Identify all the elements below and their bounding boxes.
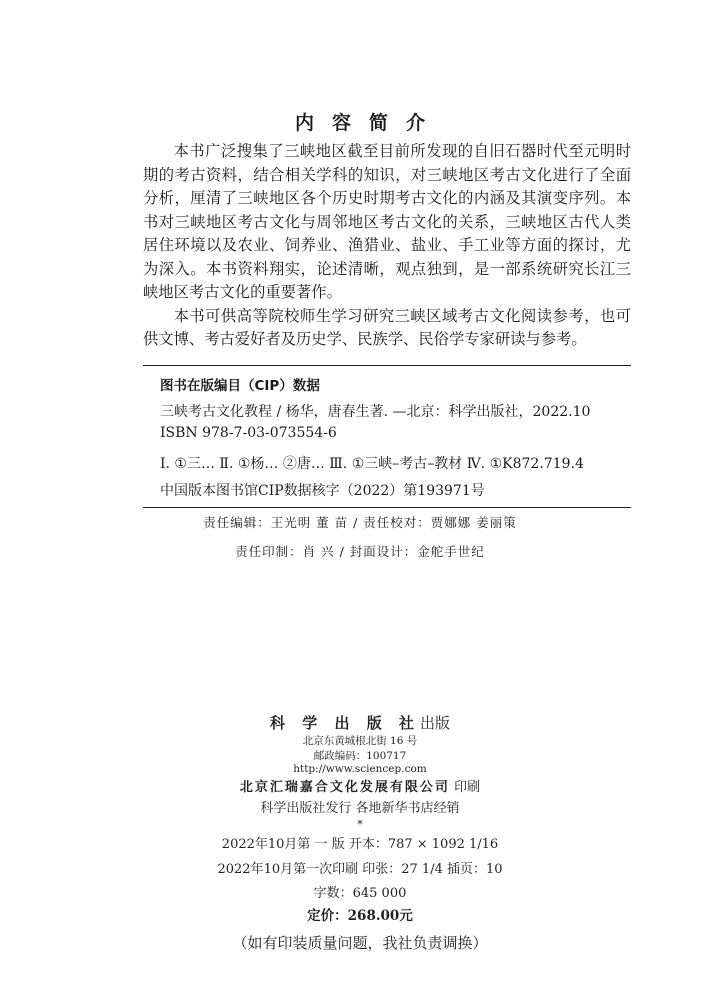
edition-line: 2022年10月第 一 版 开本：787 × 1092 1/16 — [221, 837, 499, 852]
publisher-url: http://www.sciencep.com — [293, 763, 427, 775]
cip-title-line: 三峡考古文化教程 / 杨华，唐春生著. —北京：科学出版社，2022.10 — [160, 404, 591, 420]
cip-classification: Ⅰ. ①三… Ⅱ. ①杨… ②唐… Ⅲ. ①三峡–考古–教材 Ⅳ. ①K872.719.4 — [160, 456, 584, 472]
publisher-postcode: 邮政编码：100717 — [313, 750, 407, 762]
separator-star: * — [357, 818, 363, 831]
cip-heading: 图书在版编目（CIP）数据 — [160, 378, 320, 394]
distribution-line: 科学出版社发行 各地新华书店经销 — [260, 801, 460, 816]
printer-name: 北京汇瑞嘉合文化发展有限公司 — [239, 780, 450, 795]
cip-isbn: ISBN 978-7-03-073554-6 — [160, 425, 337, 441]
production-credits: 责任印制：肖 兴 / 封面设计：金舵手世纪 — [235, 544, 485, 559]
publisher-name: 科 学 出 版 社 — [270, 714, 420, 732]
price: 定价：268.00元 — [307, 908, 413, 924]
printer-suffix: 印刷 — [454, 780, 481, 795]
cip-record-number: 中国版本图书馆CIP数据核字（2022）第193971号 — [160, 483, 485, 499]
cip-top-rule — [143, 365, 631, 366]
summary-paragraph-1: 本书广泛搜集了三峡地区截至目前所发现的自旧石器时代至元明时期的考古资料，结合相关学科的知识，对三峡地区考古文化进行了全面分析，厘清了三峡地区各个历史时期考古文化的内涵及其演变序列。本书对三峡地区考古文化与周邻地区考古文化的关系，三峡地区古代人类居住环境以及农业、饲养业、渔猎业、盐业、手工业等方面的探讨，尤为深入。本书资料翔实，论述清晰，观点独到，是一部系统研究长江三峡地区考古文化的重要著作。 — [143, 142, 631, 301]
publisher-line — [0, 712, 720, 733]
printer-line — [0, 776, 720, 795]
summary-title: 内容简介 — [294, 112, 443, 134]
publisher-suffix: 出版 — [419, 714, 450, 732]
summary-paragraph-2: 本书可供高等院校师生学习研究三峡区域考古文化阅读参考，也可供文博、考古爱好者及历史学、民族学、民俗学专家研读与参考。 — [143, 306, 631, 348]
publisher-address: 北京东黄城根北街 16 号 — [302, 735, 418, 747]
cip-bottom-rule — [143, 507, 631, 508]
quality-note: （如有印装质量问题，我社负责调换） — [232, 934, 488, 952]
word-count: 字数：645 000 — [313, 886, 407, 901]
printing-line: 2022年10月第一次印刷 印张：27 1/4 插页：10 — [217, 862, 503, 877]
editor-credits: 责任编辑：王光明 董 苗 / 责任校对：贾娜娜 姜丽策 — [203, 515, 517, 530]
summary-body — [143, 140, 631, 352]
